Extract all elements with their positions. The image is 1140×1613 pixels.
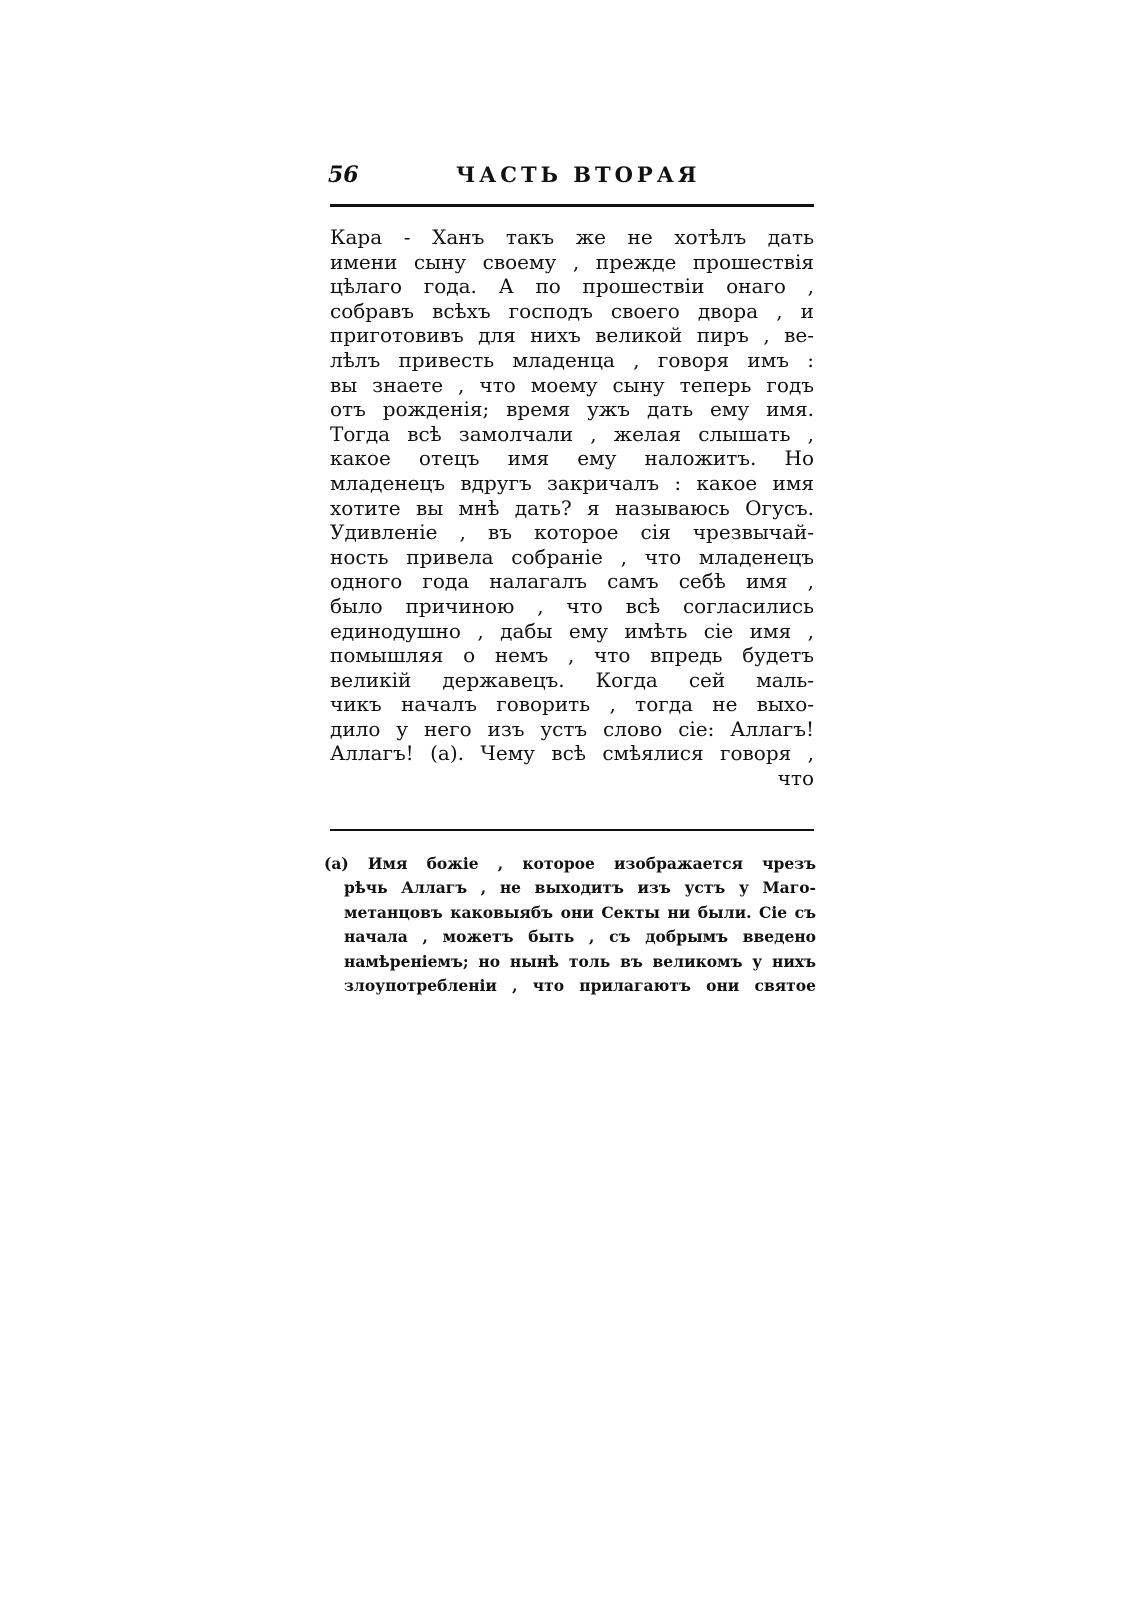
- main-text: [330, 225, 814, 791]
- footnote-rule: [330, 829, 814, 831]
- text-line: имени сыну своему , прежде прошествія: [330, 249, 814, 274]
- text-line: чикъ началъ говорить , тогда не выхо-: [330, 692, 814, 717]
- text-line: вы знаете , что моему сыну теперь годъ: [330, 372, 814, 397]
- footnote-line: злоупотребленіи , что прилагаютъ они святое: [344, 975, 816, 995]
- footnote-line: метанцовъ каковыябъ они Секты ни были. Сіе съ: [344, 902, 816, 922]
- text-line: хотите вы мнѣ дать? я называюсь Огусъ.: [330, 495, 814, 520]
- text-line: лѣлъ привесть младенца , говоря имъ :: [330, 347, 814, 372]
- footnote-line: начала , можетъ быть , съ добрымъ введено: [344, 927, 816, 947]
- text-line: Кара - Ханъ такъ же не хотѣлъ дать: [330, 225, 814, 249]
- footnote-line: рѣчь Аллагъ , не выходитъ изъ устъ у Маго-: [344, 878, 816, 898]
- text-line: цѣлаго года. А по прошествіи онаго ,: [330, 274, 814, 299]
- running-head: ЧАСТЬ ВТОРАЯ: [456, 162, 701, 187]
- text-line: какое отецъ имя ему наложитъ. Но: [330, 446, 814, 471]
- text-line: помышляя о немъ , что впредь будетъ: [330, 643, 814, 668]
- text-line: Аллагъ! (а). Чему всѣ смѣялися говоря ,: [330, 741, 814, 766]
- text-line: приготовивъ для нихъ великой пиръ , ве-: [330, 323, 814, 348]
- footnote-line: (а) Имя божіе , которое изображается чрезъ: [324, 854, 816, 873]
- text-line: ность привела собраніе , что младенецъ: [330, 544, 814, 569]
- footnote-line: намѣреніемъ; но нынѣ толь въ великомъ у нихъ: [344, 951, 816, 971]
- text-line: великій державецъ. Когда сей маль-: [330, 667, 814, 692]
- text-line: собравъ всѣхъ господъ своего двора , и: [330, 298, 814, 323]
- text-line: Удивленіе , въ которое сія чрезвычай-: [330, 520, 814, 545]
- header-rule: [330, 204, 814, 207]
- text-line: отъ рожденія; время ужъ дать ему имя.: [330, 397, 814, 422]
- page-number: 56: [328, 162, 359, 188]
- text-line: единодушно , дабы ему имѣть сіе имя ,: [330, 618, 814, 643]
- text-line: было причиною , что всѣ согласились: [330, 593, 814, 618]
- text-line: Тогда всѣ замолчали , желая слышать ,: [330, 421, 814, 446]
- text-line: младенецъ вдругъ закричалъ : какое имя: [330, 470, 814, 495]
- page-header: [328, 162, 818, 196]
- text-line: одного года налагалъ самъ себѣ имя ,: [330, 569, 814, 594]
- catchword: что: [777, 766, 814, 791]
- footnote: [324, 852, 816, 998]
- text-line: дило у него изъ устъ слово сіе: Аллагъ!: [330, 716, 814, 741]
